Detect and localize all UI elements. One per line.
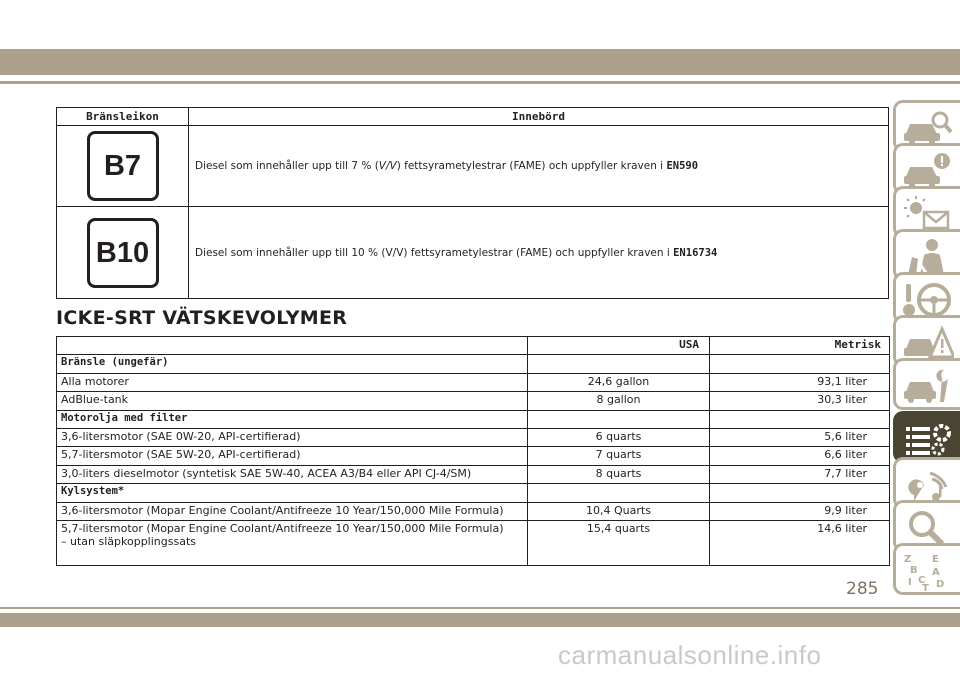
table-row: [57, 465, 890, 483]
b10-fuel-icon: B10: [87, 218, 159, 288]
index-search-icon: [902, 508, 954, 548]
item-label-line: 5,7-litersmotor (Mopar Engine Coolant/Antifreeze 10 Year/150,000 Mile Formula): [61, 521, 504, 535]
index-letter: T: [922, 583, 929, 591]
fuel-table-header: [57, 108, 889, 126]
table-row: [57, 502, 890, 520]
usa-value: 7 quarts: [528, 447, 710, 465]
fuel-icon-cell: [57, 207, 189, 299]
index-letter: D: [936, 579, 945, 590]
index-letter: Z: [904, 554, 912, 565]
metric-value: [710, 355, 890, 373]
page-number: 285: [846, 579, 879, 599]
chapter-tab-alphabet[interactable]: [893, 543, 960, 595]
fuel-row-b7: [57, 126, 889, 207]
meaning-text-cont: ) fettsyrametylestrar (FAME) och uppfyller kraven i: [396, 160, 667, 172]
section-title: ICKE-SRT VÄTSKEVOLYMER: [56, 307, 348, 329]
metric-value: 7,7 liter: [710, 465, 890, 483]
table-row: [57, 373, 890, 391]
metric-value: 14,6 liter: [710, 520, 890, 565]
item-label-line: – utan släpkopplingssats: [61, 534, 196, 548]
fluid-volumes-table: [56, 336, 890, 566]
usa-value: [528, 410, 710, 428]
volume-table-header: [57, 337, 890, 355]
standard-code: EN16734: [673, 246, 718, 259]
header-usa: USA: [528, 337, 710, 355]
steering-wheel-key-icon: [902, 280, 954, 320]
item-label: [57, 520, 528, 565]
header-fuel-icon: Bränsleikon: [57, 108, 189, 126]
meaning-text: Diesel som innehåller upp till 10 % (V/V) fettsyrametylestrar (FAME) och uppfyller kraven i: [195, 246, 674, 259]
index-letter: B: [910, 565, 918, 576]
category-label: Motorolja med filter: [57, 410, 528, 428]
meaning-text: Diesel som innehåller upp till 7 % (: [195, 160, 379, 172]
footer-band: [0, 613, 960, 627]
metric-value: 6,6 liter: [710, 447, 890, 465]
meaning-italic: V/V: [378, 160, 397, 172]
header-band: [0, 49, 960, 75]
car-search-icon: [902, 108, 954, 148]
footer-rule: [0, 607, 960, 609]
table-row-category: [57, 484, 890, 502]
fuel-meaning-cell: [189, 126, 889, 207]
item-label: Alla motorer: [57, 373, 528, 391]
usa-value: 8 gallon: [528, 392, 710, 410]
metric-value: 30,3 liter: [710, 392, 890, 410]
car-warning-triangle-icon: [902, 323, 954, 363]
car-wrench-icon: [902, 366, 954, 406]
item-label: AdBlue-tank: [57, 392, 528, 410]
index-letter: A: [932, 567, 940, 578]
category-label: Bränsle (ungefär): [57, 355, 528, 373]
car-info-icon: [902, 151, 954, 191]
category-label: Kylsystem*: [57, 484, 528, 502]
header-metric: Metrisk: [710, 337, 890, 355]
airbag-seat-safety-icon: [902, 237, 954, 277]
metric-value: 5,6 liter: [710, 428, 890, 446]
fuel-icon-cell: [57, 126, 189, 207]
item-label: 3,6-litersmotor (SAE 0W-20, API-certifierad): [57, 428, 528, 446]
chapter-tab-specifications[interactable]: [893, 411, 960, 463]
item-label: 3,6-litersmotor (Mopar Engine Coolant/Antifreeze 10 Year/150,000 Mile Formula): [57, 502, 528, 520]
fuel-icon-table: [56, 107, 889, 299]
b7-fuel-icon: B7: [87, 131, 159, 201]
table-row-category: [57, 355, 890, 373]
metric-value: [710, 410, 890, 428]
warning-lights-message-icon: [902, 194, 954, 234]
usa-value: 15,4 quarts: [528, 520, 710, 565]
index-letter: E: [932, 554, 939, 565]
specifications-gear-icon: [902, 419, 954, 459]
metric-value: 9,9 liter: [710, 502, 890, 520]
usa-value: 24,6 gallon: [528, 373, 710, 391]
index-letter: I: [908, 577, 912, 588]
table-row: [57, 392, 890, 410]
table-row: [57, 520, 890, 565]
usa-value: 6 quarts: [528, 428, 710, 446]
index-letter: C: [918, 575, 926, 586]
table-row-category: [57, 410, 890, 428]
table-row: [57, 447, 890, 465]
header-meaning: Innebörd: [189, 108, 889, 126]
metric-value: 93,1 liter: [710, 373, 890, 391]
usa-value: 8 quarts: [528, 465, 710, 483]
multimedia-music-icon: [902, 465, 954, 505]
metric-value: [710, 484, 890, 502]
fuel-row-b10: [57, 207, 889, 299]
table-row: [57, 428, 890, 446]
item-label: 3,0-liters dieselmotor (syntetisk SAE 5W-40, ACEA A3/B4 eller API CJ-4/SM): [57, 465, 528, 483]
chapter-tab-maintenance[interactable]: [893, 358, 960, 410]
header-item: [57, 337, 528, 355]
header-rule: [0, 81, 960, 84]
watermark: carmanualsonline.info: [558, 640, 822, 670]
usa-value: 10,4 Quarts: [528, 502, 710, 520]
alphabet-index-icon: [902, 551, 954, 591]
usa-value: [528, 355, 710, 373]
standard-code: EN590: [666, 160, 699, 172]
usa-value: [528, 484, 710, 502]
fuel-meaning-cell: [189, 207, 889, 299]
item-label: 5,7-litersmotor (SAE 5W-20, API-certifierad): [57, 447, 528, 465]
